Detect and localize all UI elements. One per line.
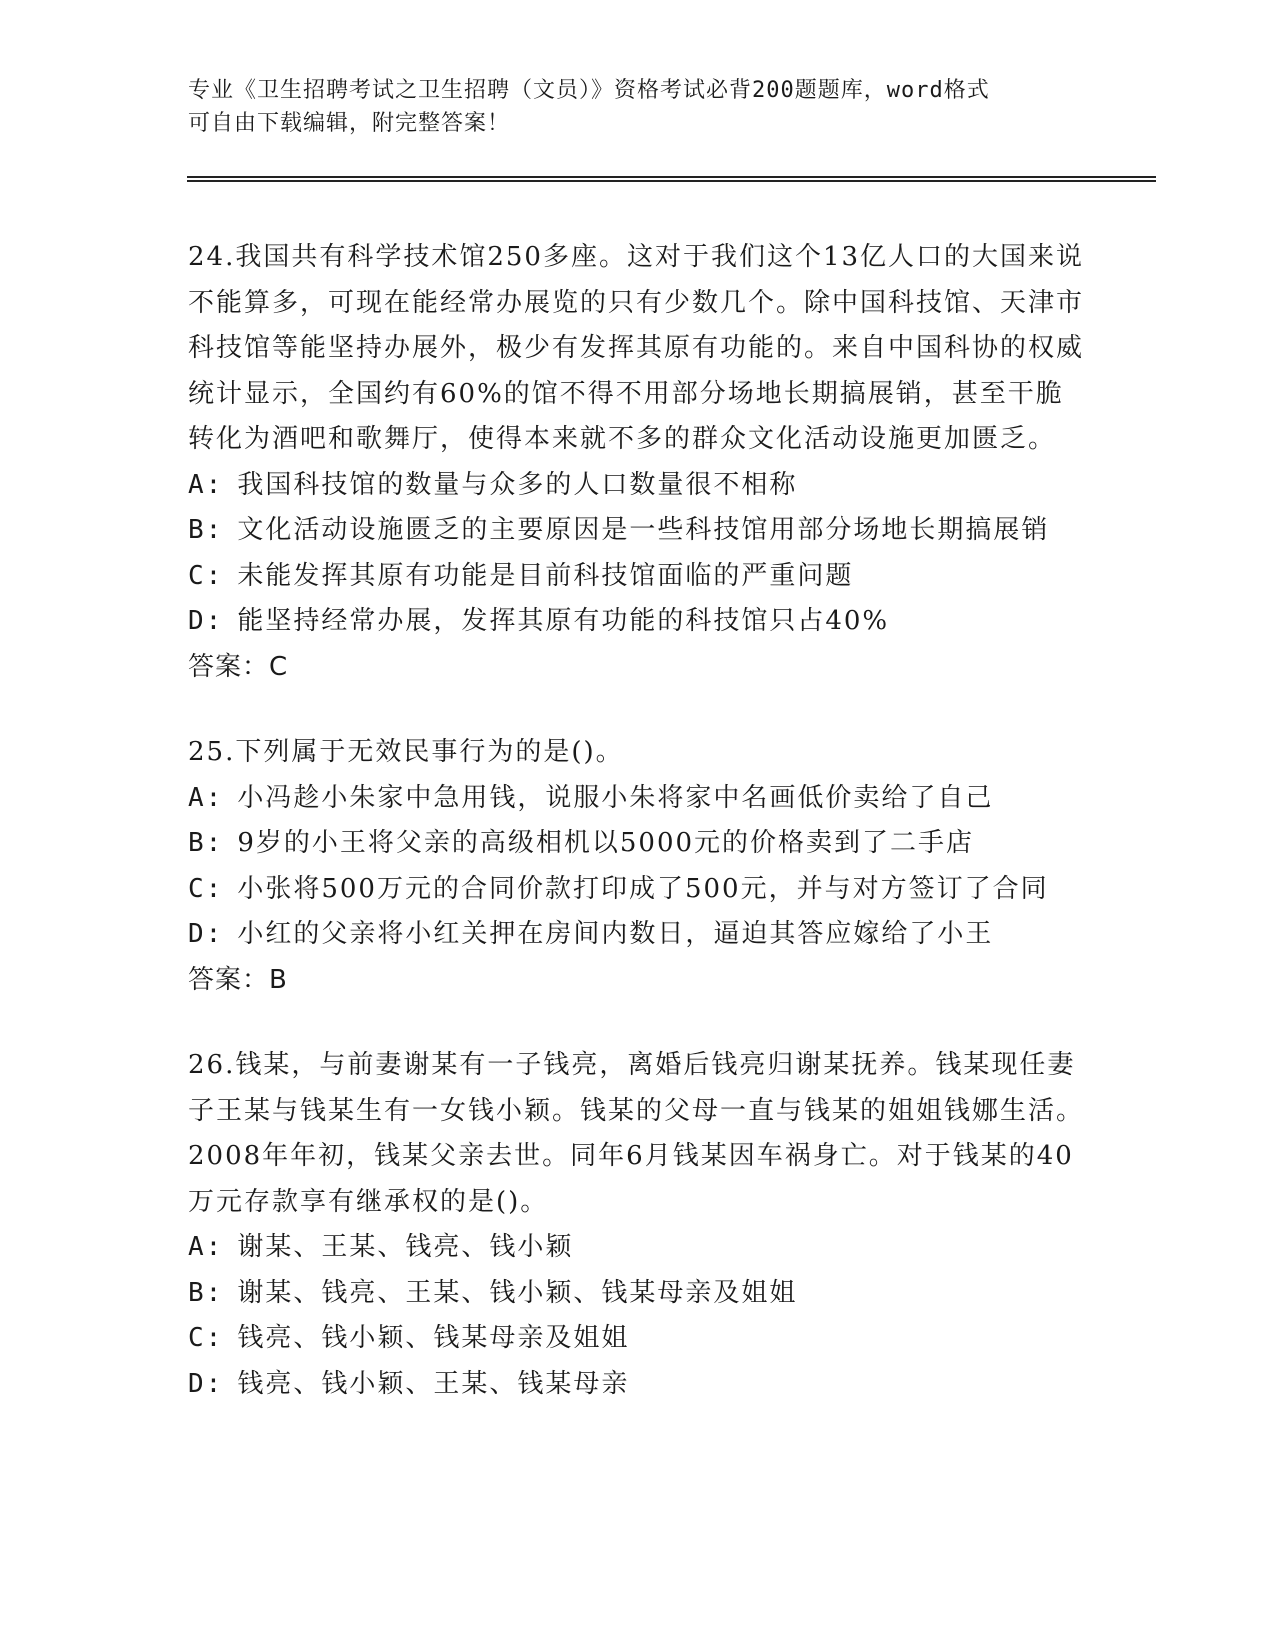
question-list: [188, 235, 1088, 1447]
option-a: [188, 1225, 1088, 1271]
question-24: [188, 235, 1088, 690]
option-key: A:: [188, 1232, 224, 1262]
option-key: A:: [188, 469, 224, 500]
option-text: 文化活动设施匮乏的主要原因是一些科技馆用部分场地长期搞展销: [237, 515, 1050, 545]
option-key: D:: [188, 1368, 224, 1399]
option-d: [188, 912, 1088, 958]
option-key: C:: [188, 1323, 224, 1353]
option-a: [188, 776, 1088, 822]
answer-line: 答案：B: [188, 964, 288, 995]
option-key: C:: [188, 560, 224, 591]
option-c: [188, 867, 1088, 913]
option-b: [188, 821, 1088, 867]
option-key: B:: [188, 1277, 224, 1308]
header-title-line-1: 专业《卫生招聘考试之卫生招聘（文员）》资格考试必背200题题库，word格式: [188, 78, 990, 103]
question-stem: 24.我国共有科学技术馆250多座。这对于我们这个13亿人口的大国来说不能算多，可现在能经常办展览的只有少数几个。除中国科技馆、天津市科技馆等能坚持办展外，极少有发挥其原有功能的。来自中国科协的权威统计显示，全国约有60%的馆不得不用部分场地长期搞展销，甚至干脆转化为酒吧和歌舞厅，使得本来就不多的群众文化活动设施更加匮乏。: [188, 242, 1085, 454]
option-key: C:: [188, 873, 224, 904]
option-text: 我国科技馆的数量与众多的人口数量很不相称: [237, 469, 798, 500]
option-key: D:: [188, 606, 224, 636]
option-b: [188, 508, 1088, 554]
option-text: 谢某、王某、钱亮、钱小颖: [237, 1232, 574, 1262]
header-divider: [187, 176, 1156, 182]
option-text: 谢某、钱亮、王某、钱小颖、钱某母亲及姐姐: [237, 1277, 798, 1308]
question-26: [188, 1043, 1088, 1407]
option-text: 未能发挥其原有功能是目前科技馆面临的严重问题: [237, 560, 854, 591]
answer-line: 答案：C: [188, 651, 289, 682]
header-title-line-2: 可自由下载编辑，附完整答案！: [188, 111, 511, 136]
option-text: 9岁的小王将父亲的高级相机以5000元的价格卖到了二手店: [237, 828, 975, 858]
question-stem: 26.钱某，与前妻谢某有一子钱亮，离婚后钱亮归谢某抚养。钱某现任妻子王某与钱某生有一女钱小颖。钱某的父母一直与钱某的姐姐钱娜生活。2008年年初，钱某父亲去世。同年6月钱某因车祸身亡。对于钱某的40万元存款享有继承权的是()。: [188, 1050, 1085, 1217]
document-header: [188, 74, 1088, 140]
option-text: 小红的父亲将小红关押在房间内数日，逼迫其答应嫁给了小王: [237, 919, 994, 949]
option-a: [188, 463, 1088, 509]
option-d: [188, 1362, 1088, 1408]
option-text: 小冯趁小朱家中急用钱，说服小朱将家中名画低价卖给了自己: [237, 782, 994, 813]
option-key: A:: [188, 782, 224, 813]
question-25: [188, 730, 1088, 1003]
option-text: 钱亮、钱小颖、钱某母亲及姐姐: [237, 1323, 630, 1353]
option-b: [188, 1271, 1088, 1317]
option-key: D:: [188, 919, 224, 949]
option-c: [188, 1316, 1088, 1362]
option-key: B:: [188, 828, 224, 858]
option-d: [188, 599, 1088, 645]
option-text: 小张将500万元的合同价款打印成了500元，并与对方签订了合同: [237, 873, 1049, 904]
option-key: B:: [188, 515, 224, 545]
option-text: 能坚持经常办展，发挥其原有功能的科技馆只占40%: [237, 606, 890, 636]
option-text: 钱亮、钱小颖、王某、钱某母亲: [237, 1368, 630, 1399]
option-c: [188, 554, 1088, 600]
question-stem: 25.下列属于无效民事行为的是()。: [188, 737, 624, 767]
